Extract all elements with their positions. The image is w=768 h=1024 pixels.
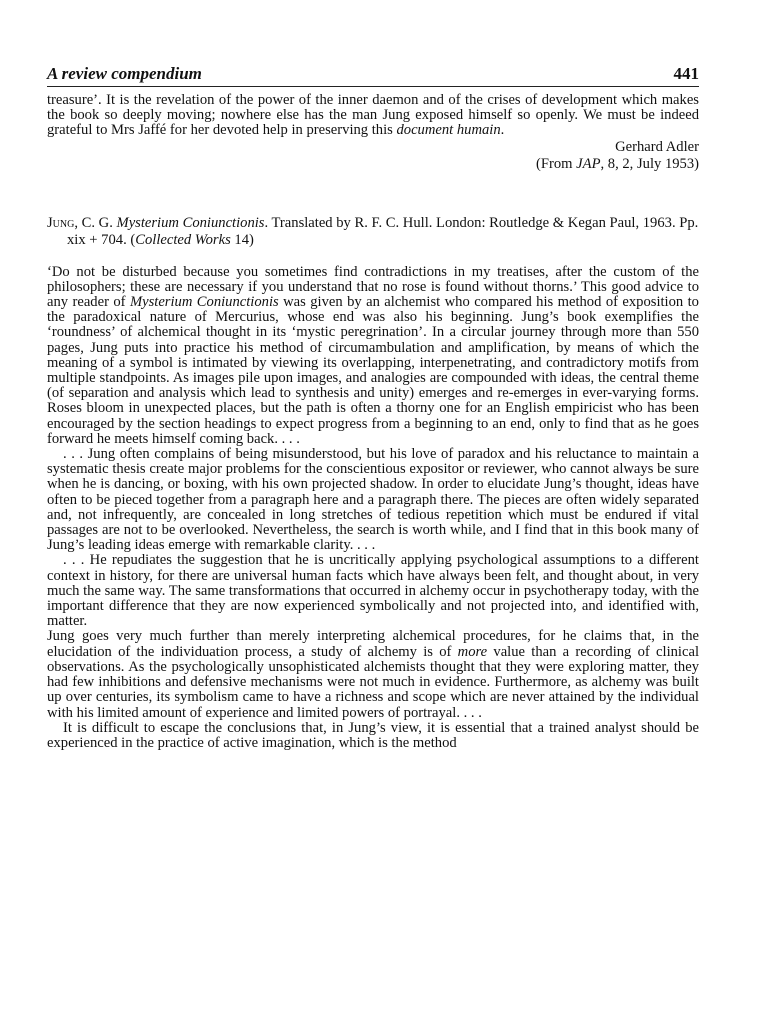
review-body: [47, 265, 699, 752]
running-head: [47, 64, 699, 87]
reviewer-name: Gerhard Adler: [615, 138, 699, 155]
review-paragraph: It is difficult to escape the conclusions that, in Jung’s view, it is essential that a trained analyst should be experienced in the practice of active imagination, which is the method: [47, 719, 699, 751]
citation-title: Mysterium Coniunctionis: [116, 214, 265, 231]
book-page: [47, 64, 699, 751]
review-source: (From JAP, 8, 2, July 1953): [536, 155, 699, 172]
running-title: A review compendium: [47, 64, 202, 83]
review-paragraph: . . . He repudiates the suggestion that he is uncritically applying psychological assumptions to a different context in history, for there are universal human facts which have always been felt, and thought about, in very much the same way. The same transformations that occurred in alchemy occur in psychotherapy today, with the important difference that they are now experienced symbolically and not projected into, and identified with, matter.: [47, 552, 699, 630]
citation-author: Jung, C. G.: [47, 214, 113, 231]
review-paragraph: ‘Do not be disturbed because you sometimes find contradictions in my treatises, after the custom of the philosophers; these are necessary if you understand that no rose is found without thorns.’ This good advice to any reader of Mysterium Coniunctionis was given by an alchemist who compared his method of exposition to the paradoxical nature of Mercurius, whose end was also his beginning. Jung’s book exemplifies the ‘roundness’ of alchemical thought in its ‘mystic peregrination’. In a circular journey through more than 550 pages, Jung puts into practice his method of circumambulation and amplification, by means of which the meaning of a symbol is intimated by viewing its overlapping, interpenetrating, and contradictory motifs from multiple standpoints. As images pile upon images, and analogies are compounded with ideas, the central theme (of separation and analysis which lead to synthesis and unity) emerges and re-emerges in ever-varying forms. Roses bloom in unexpected places, but the path is often a thorny one for an English empiricist who has been encouraged by the section headings to expect progress from a beginning to an end, only to find that as he goes forward he meets himself coming back. . . .: [47, 263, 699, 447]
review-paragraph: Jung goes very much further than merely interpreting alchemical procedures, for he claims that, in the elucidation of the individuation process, a study of alchemy is of more value than a recording of clinical observations. As the psychologically unsophisticated alchemists thought that they were exploring matter, they had few inhibitions and defensive mechanisms were not much in evidence. Furthermore, as alchemy was built up over centuries, its symbolism came to have a richness and scope which are never attained by the individual with his limited amount of experience and limited powers of portrayal. . . .: [47, 628, 699, 721]
review-paragraph: . . . Jung often complains of being misunderstood, but his love of paradox and his reluctance to maintain a systematic thesis create major problems for the conscientious expositor or reviewer, who cannot always be sure when he is dancing, or boxing, with his own projected shadow. In order to elucidate Jung’s thought, ideas have often to be pieced together from a paragraph here and a paragraph there. The pieces are often widely separated and, not infrequently, are concealed in long stretches of tedious repetition which must be endured if vital passages are not to be overlooked. Nevertheless, the search is worth while, and I find that in this book many of Jung’s leading ideas emerge with remarkable clarity. . . .: [47, 446, 699, 554]
previous-review-text: treasure’. It is the revelation of the power of the inner daemon and of the crises of development which makes the book so deeply moving; nowhere else has the man Jung exposed himself so openly. We must be indeed grateful to Mrs Jaffé for her devoted help in preserving this document humain.: [47, 92, 699, 139]
page-number: 441: [673, 64, 699, 83]
book-citation: Jung, C. G. Mysterium Coniunctionis. Translated by R. F. C. Hull. London: Routledge & Kegan Paul, 1963. Pp. xix + 704. (Collected Works 14): [47, 214, 699, 248]
